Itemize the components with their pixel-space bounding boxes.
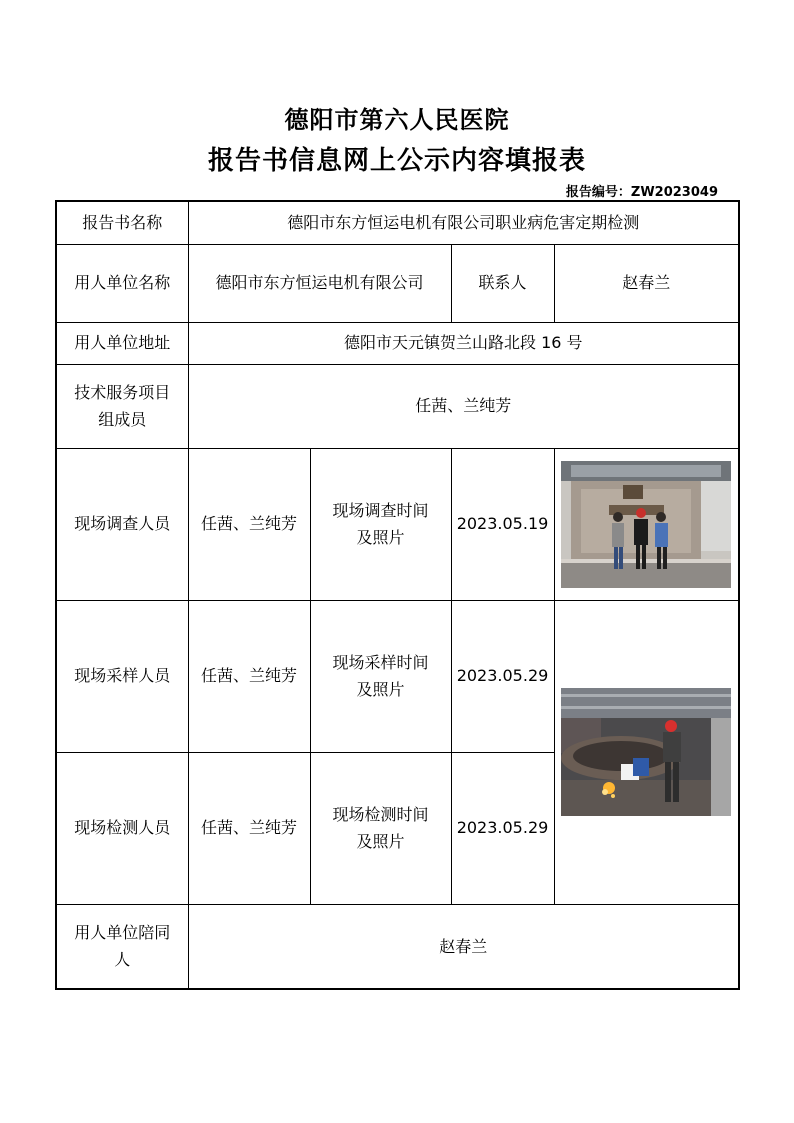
address-value: 德阳市天元镇贺兰山路北段 16 号 <box>188 322 739 364</box>
accompany-label-line2: 人 <box>114 950 131 970</box>
team-label-line1: 技术服务项目 <box>74 382 171 402</box>
row-employer <box>56 244 739 322</box>
document-subtitle: 报告书信息网上公示内容填报表 <box>207 146 586 176</box>
info-table <box>55 200 740 990</box>
report-number: 报告编号：ZW2023049 <box>565 185 718 200</box>
testing-date: 2023.05.29 <box>451 752 554 904</box>
employer-value: 德阳市东方恒运电机有限公司 <box>188 244 451 322</box>
survey-label: 现场调查人员 <box>56 448 188 600</box>
accompany-label <box>56 904 188 989</box>
accompany-label-line1: 用人单位陪同 <box>74 923 171 943</box>
testing-label: 现场检测人员 <box>56 752 188 904</box>
sampling-date: 2023.05.29 <box>451 600 554 752</box>
survey-photo-cell <box>554 448 739 600</box>
contact-value: 赵春兰 <box>554 244 739 322</box>
testing-time-label-line2: 及照片 <box>356 832 405 851</box>
accompany-value: 赵春兰 <box>188 904 739 989</box>
sampling-photo-cell <box>554 600 739 904</box>
employer-label: 用人单位名称 <box>56 244 188 322</box>
survey-staff: 任茜、兰纯芳 <box>188 448 310 600</box>
contact-label: 联系人 <box>451 244 554 322</box>
survey-time-label-line1: 现场调查时间 <box>332 500 429 520</box>
document-title: 德阳市第六人民医院 <box>284 106 510 134</box>
row-accompany <box>56 904 739 989</box>
sampling-time-label-line1: 现场采样时间 <box>332 652 429 672</box>
testing-time-label-line1: 现场检测时间 <box>332 804 429 824</box>
sampling-time-label-line2: 及照片 <box>356 680 405 699</box>
row-sampling <box>56 600 739 752</box>
team-label-line2: 组成员 <box>98 410 147 429</box>
testing-staff: 任茜、兰纯芳 <box>188 752 310 904</box>
survey-photo <box>561 461 731 588</box>
survey-date: 2023.05.19 <box>451 448 554 600</box>
testing-time-label <box>310 752 451 904</box>
survey-time-label-line2: 及照片 <box>356 528 405 547</box>
row-address <box>56 322 739 364</box>
sampling-photo <box>561 688 731 816</box>
report-name-value: 德阳市东方恒运电机有限公司职业病危害定期检测 <box>188 201 739 244</box>
report-name-label: 报告书名称 <box>56 201 188 244</box>
sampling-time-label <box>310 600 451 752</box>
row-report-name <box>56 201 739 244</box>
row-team <box>56 364 739 448</box>
sampling-label: 现场采样人员 <box>56 600 188 752</box>
row-survey <box>56 448 739 600</box>
address-label: 用人单位地址 <box>56 322 188 364</box>
team-label <box>56 364 188 448</box>
survey-time-label <box>310 448 451 600</box>
sampling-staff: 任茜、兰纯芳 <box>188 600 310 752</box>
team-value: 任茜、兰纯芳 <box>188 364 739 448</box>
